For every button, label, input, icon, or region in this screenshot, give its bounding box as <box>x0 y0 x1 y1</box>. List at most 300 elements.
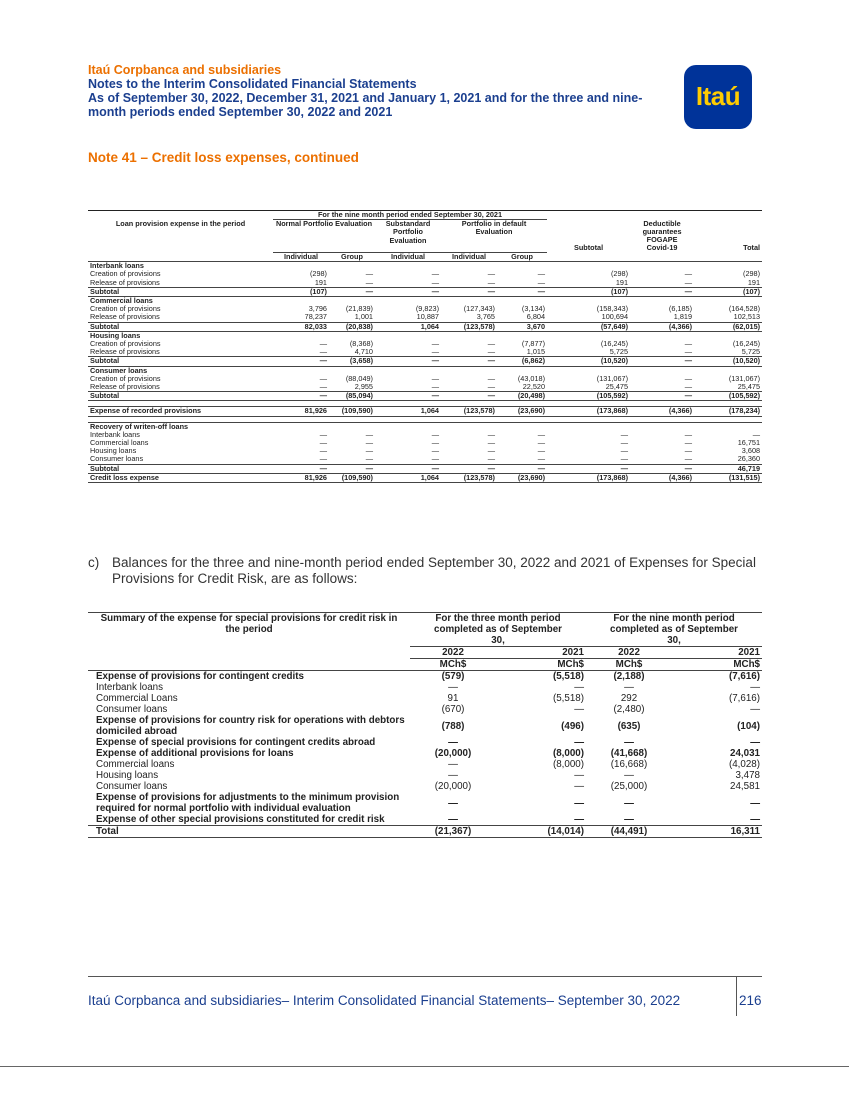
value-cell <box>375 262 441 271</box>
row-label: Expense of provisions for contingent credits <box>96 671 304 682</box>
value-cell: 25,475 <box>737 383 761 392</box>
value-cell <box>547 262 630 271</box>
value-cell: — <box>448 770 458 781</box>
value-cell: (41,668) <box>610 748 648 759</box>
value-cell <box>630 297 694 306</box>
value-cell: — <box>750 704 760 715</box>
value-cell: — <box>431 439 439 448</box>
value-cell: — <box>497 464 547 473</box>
col-summary: Summary of the expense for special provisions for credit risk in the period <box>88 613 410 671</box>
value-cell: — <box>537 430 546 439</box>
value-cell: — <box>319 447 327 456</box>
value-cell: (8,000) <box>552 748 584 759</box>
logo-text: Itaú <box>695 81 741 111</box>
table-row <box>88 279 762 288</box>
value-cell <box>329 297 375 306</box>
table-row <box>88 748 762 759</box>
credit-loss-table <box>88 210 762 483</box>
value-cell: (14,014) <box>496 826 586 838</box>
value-cell: — <box>684 447 693 456</box>
value-cell: — <box>319 455 327 464</box>
value-cell: (298) <box>743 270 761 279</box>
value-cell <box>375 331 441 340</box>
value-cell: (43,018) <box>517 374 546 383</box>
value-cell: — <box>684 383 693 392</box>
value-cell: 191 <box>747 278 761 287</box>
value-cell: (4,366) <box>630 473 694 482</box>
group-nine-month: For the nine month period completed as of September 30, <box>586 613 762 647</box>
row-label: Commercial Loans <box>96 693 178 704</box>
value-cell: 5,725 <box>741 348 761 357</box>
row-label: Expense of special provisions for contingent credits abroad <box>96 737 376 748</box>
value-cell: — <box>365 439 373 448</box>
special-provisions-body <box>88 671 762 838</box>
value-cell: 100,694 <box>601 313 629 322</box>
value-cell: — <box>487 447 495 456</box>
value-cell: 4,710 <box>354 348 373 357</box>
year-header: 2021 <box>496 647 586 659</box>
value-cell <box>441 262 497 271</box>
value-cell: — <box>684 348 693 357</box>
value-cell: — <box>365 430 373 439</box>
value-cell: — <box>684 455 693 464</box>
row-label: Commercial loans <box>90 296 153 306</box>
value-cell: 25,475 <box>605 383 629 392</box>
value-cell: (20,838) <box>329 322 375 331</box>
value-cell: 292 <box>620 693 638 704</box>
value-cell: (298) <box>309 270 327 279</box>
value-cell: (3,134) <box>521 305 546 314</box>
value-cell: (635) <box>617 720 641 732</box>
table-row <box>88 826 762 838</box>
value-cell <box>547 422 630 431</box>
value-cell: (173,868) <box>547 407 630 416</box>
value-cell: — <box>574 797 584 809</box>
value-cell: — <box>448 759 458 770</box>
table-row <box>88 770 762 781</box>
unit-header: MCh$ <box>496 659 586 671</box>
value-cell: — <box>273 392 329 401</box>
page-bottom-rule <box>0 1066 849 1067</box>
value-cell <box>329 262 375 271</box>
value-cell: — <box>431 348 439 357</box>
value-cell <box>441 297 497 306</box>
value-cell: — <box>431 430 439 439</box>
value-cell: (5,518) <box>552 671 584 682</box>
value-cell: — <box>574 770 584 781</box>
value-cell: 81,926 <box>273 407 329 416</box>
section-row <box>88 297 762 306</box>
value-cell: — <box>375 287 441 296</box>
row-label: Interbank loans <box>96 682 163 693</box>
value-cell <box>441 366 497 375</box>
value-cell: 91 <box>447 693 459 704</box>
value-cell <box>329 366 375 375</box>
value-cell: (788) <box>441 720 465 732</box>
value-cell <box>497 262 547 271</box>
row-label: Creation of provisions <box>90 270 161 279</box>
table-row <box>88 340 762 348</box>
value-cell: (23,690) <box>497 473 547 482</box>
group-normal: Normal Portfolio Evaluation <box>273 220 375 253</box>
paragraph-text: Balances for the three and nine-month period ended September 30, 2022 and 2021 of Expenses for Special Provisions for Credit Risk, are as follows: <box>112 555 756 586</box>
value-cell: — <box>365 455 373 464</box>
value-cell <box>630 366 694 375</box>
value-cell: (88,049) <box>345 374 373 383</box>
value-cell: — <box>620 455 629 464</box>
header-line-3: As of September 30, 2022, December 31, 2021 and January 1, 2021 and for the three and nine-month periods ended September 30, 2022 and 2021 <box>88 91 643 119</box>
value-cell: 24,031 <box>730 748 760 759</box>
value-cell: 81,926 <box>273 473 329 482</box>
value-cell: — <box>431 455 439 464</box>
value-cell <box>441 422 497 431</box>
value-cell: 1,064 <box>375 322 441 331</box>
value-cell <box>329 422 375 431</box>
value-cell: — <box>547 464 630 473</box>
value-cell: 5,725 <box>609 348 629 357</box>
row-label: Release of provisions <box>90 348 160 357</box>
value-cell: (4,366) <box>630 322 694 331</box>
value-cell: — <box>574 704 584 715</box>
value-cell: — <box>537 447 546 456</box>
value-cell: — <box>624 682 634 693</box>
row-label: Expense of recorded provisions <box>88 407 273 416</box>
value-cell: (107) <box>273 287 329 296</box>
year-header: 2022 <box>410 647 496 659</box>
section-row <box>88 422 762 431</box>
value-cell: (4,028) <box>728 759 760 770</box>
value-cell: (23,690) <box>497 407 547 416</box>
group-substandard: Substandard Portfolio Evaluation <box>375 220 441 253</box>
table-row <box>88 759 762 770</box>
value-cell: — <box>624 797 634 809</box>
value-cell: (7,616) <box>728 693 760 704</box>
table-row <box>88 375 762 383</box>
value-cell: (123,578) <box>441 322 497 331</box>
value-cell: — <box>630 392 694 401</box>
value-cell: (109,590) <box>329 473 375 482</box>
value-cell: (10,520) <box>547 357 630 366</box>
value-cell: 10,887 <box>416 313 439 322</box>
row-label: Creation of provisions <box>90 340 161 349</box>
value-cell: — <box>752 430 761 439</box>
value-cell: (8,000) <box>552 759 584 770</box>
value-cell: (6,185) <box>668 305 693 314</box>
footer-divider <box>88 976 762 977</box>
value-cell: (10,520) <box>694 357 762 366</box>
value-cell: — <box>319 383 327 392</box>
value-cell: 102,513 <box>733 313 761 322</box>
value-cell: — <box>624 814 634 825</box>
value-cell: — <box>684 374 693 383</box>
value-cell: (131,067) <box>728 374 761 383</box>
value-cell: — <box>441 357 497 366</box>
row-label: Housing loans <box>96 770 159 781</box>
value-cell: — <box>487 439 495 448</box>
table-row <box>88 737 762 748</box>
value-cell: — <box>365 447 373 456</box>
value-cell: (158,343) <box>596 305 629 314</box>
value-cell: (20,498) <box>497 392 547 401</box>
value-cell: 3,765 <box>476 313 495 322</box>
value-cell: — <box>487 383 495 392</box>
value-cell: — <box>630 464 694 473</box>
value-cell: — <box>537 455 546 464</box>
value-cell: (131,515) <box>694 473 762 482</box>
value-cell <box>375 422 441 431</box>
value-cell <box>441 331 497 340</box>
value-cell: (21,367) <box>410 826 496 838</box>
footer-vertical-divider <box>736 976 737 1016</box>
value-cell <box>497 422 547 431</box>
value-cell: (3,658) <box>329 357 375 366</box>
value-cell: (7,877) <box>521 340 546 349</box>
unit-header: MCh$ <box>410 659 496 671</box>
section-row <box>88 262 762 271</box>
value-cell: — <box>487 340 495 349</box>
value-cell: 3,796 <box>308 305 327 314</box>
value-cell: 1,819 <box>673 313 693 322</box>
value-cell <box>547 297 630 306</box>
table-row <box>88 792 762 814</box>
value-cell: (105,592) <box>694 392 762 401</box>
table-row <box>88 305 762 313</box>
company-name: Itaú Corpbanca and subsidiaries <box>88 63 282 77</box>
value-cell <box>273 331 329 340</box>
table-row <box>88 392 762 401</box>
value-cell: — <box>448 737 458 748</box>
value-cell: 1,001 <box>354 313 373 322</box>
table-row <box>88 431 762 439</box>
value-cell: — <box>441 287 497 296</box>
row-label: Commercial loans <box>90 439 149 448</box>
value-cell <box>694 422 762 431</box>
value-cell: (6,862) <box>497 357 547 366</box>
table-row <box>88 439 762 447</box>
value-cell: — <box>273 464 329 473</box>
row-label: Subtotal <box>88 287 273 296</box>
value-cell: — <box>750 797 760 809</box>
value-cell: — <box>487 430 495 439</box>
value-cell: (21,839) <box>345 305 373 314</box>
row-label: Consumer loans <box>96 704 168 715</box>
sub-individual: Individual <box>441 253 497 262</box>
table-row <box>88 348 762 357</box>
special-provisions-table <box>88 612 762 838</box>
sub-group: Group <box>329 253 375 262</box>
group-three-month: For the three month period completed as of September 30, <box>410 613 586 647</box>
value-cell: — <box>329 464 375 473</box>
value-cell <box>630 422 694 431</box>
value-cell: — <box>319 348 327 357</box>
value-cell: — <box>620 430 629 439</box>
table-row <box>88 313 762 322</box>
table-row <box>88 693 762 704</box>
value-cell: 3,478 <box>735 770 760 781</box>
value-cell <box>329 331 375 340</box>
table-row <box>88 781 762 792</box>
value-cell: — <box>537 439 546 448</box>
value-cell: — <box>487 278 495 287</box>
year-header: 2022 <box>586 647 672 659</box>
sub-individual: Individual <box>273 253 329 262</box>
page-number: 216 <box>739 993 762 1008</box>
value-cell: — <box>574 814 584 825</box>
table-row <box>88 473 762 482</box>
value-cell: (16,245) <box>732 340 761 349</box>
value-cell: 3,670 <box>497 322 547 331</box>
row-label: Subtotal <box>88 322 273 331</box>
value-cell <box>497 366 547 375</box>
value-cell: (5,518) <box>552 693 584 704</box>
value-cell: (2,480) <box>613 704 645 715</box>
row-label: Subtotal <box>88 464 273 473</box>
value-cell: — <box>487 270 495 279</box>
value-cell: — <box>497 287 547 296</box>
year-header: 2021 <box>672 647 762 659</box>
value-cell: — <box>329 287 375 296</box>
value-cell: (9,823) <box>415 305 439 314</box>
value-cell: — <box>620 439 629 448</box>
value-cell: 1,015 <box>526 348 546 357</box>
value-cell: — <box>375 392 441 401</box>
page-header <box>88 63 648 119</box>
header-line-2: Notes to the Interim Consolidated Financial Statements <box>88 77 417 91</box>
table-row <box>88 464 762 473</box>
table-row <box>88 715 762 737</box>
value-cell: (107) <box>694 287 762 296</box>
value-cell: — <box>750 814 760 825</box>
value-cell: — <box>684 278 693 287</box>
value-cell: — <box>620 447 629 456</box>
value-cell: — <box>750 737 760 748</box>
value-cell: (20,000) <box>434 781 472 792</box>
value-cell: 82,033 <box>273 322 329 331</box>
table-row <box>88 322 762 331</box>
value-cell: (4,366) <box>630 407 694 416</box>
value-cell: 191 <box>314 278 327 287</box>
value-cell: — <box>574 737 584 748</box>
sub-individual: Individual <box>375 253 441 262</box>
value-cell: — <box>624 770 634 781</box>
value-cell: (109,590) <box>329 407 375 416</box>
value-cell: (62,015) <box>694 322 762 331</box>
value-cell: — <box>624 737 634 748</box>
value-cell: — <box>537 270 546 279</box>
group-default: Portfolio in default Evaluation <box>441 220 547 253</box>
itau-logo <box>684 65 752 129</box>
value-cell: 16,751 <box>737 439 761 448</box>
credit-loss-table-body <box>88 262 762 483</box>
value-cell: (57,649) <box>547 322 630 331</box>
row-label: Subtotal <box>88 392 273 401</box>
value-cell: (20,000) <box>434 748 472 759</box>
value-cell <box>273 366 329 375</box>
value-cell: (131,067) <box>596 374 629 383</box>
value-cell <box>497 331 547 340</box>
value-cell: — <box>441 464 497 473</box>
value-cell: — <box>684 439 693 448</box>
value-cell <box>694 297 762 306</box>
row-label: Credit loss expense <box>88 473 273 482</box>
col-fogape: Deductible guarantees FOGAPE Covid-19 <box>642 219 682 253</box>
value-cell: (7,616) <box>728 671 760 682</box>
value-cell: — <box>441 392 497 401</box>
value-cell: (16,668) <box>610 759 648 770</box>
table-row <box>88 704 762 715</box>
row-label: Housing loans <box>90 447 137 456</box>
value-cell: — <box>487 348 495 357</box>
value-cell <box>694 366 762 375</box>
value-cell: (496) <box>561 720 584 732</box>
value-cell: — <box>537 278 546 287</box>
table-row <box>88 357 762 366</box>
value-cell: — <box>630 357 694 366</box>
value-cell <box>375 366 441 375</box>
row-label: Expense of additional provisions for loans <box>96 748 294 759</box>
row-label: Recovery of writen-off loans <box>88 422 273 431</box>
period-header: For the nine month period ended September 30, 2021 <box>273 211 547 220</box>
value-cell: (104) <box>737 720 760 732</box>
table-row <box>88 383 762 392</box>
row-label: Subtotal <box>88 357 273 366</box>
row-label: Consumer loans <box>90 455 144 464</box>
value-cell: 24,581 <box>730 781 760 792</box>
unit-header: MCh$ <box>586 659 672 671</box>
value-cell: (298) <box>611 270 629 279</box>
value-cell: (123,578) <box>441 473 497 482</box>
value-cell: (670) <box>441 704 465 715</box>
value-cell: (123,578) <box>441 407 497 416</box>
row-label: Expense of provisions for country risk for operations with debtors domiciled abroad <box>96 715 405 737</box>
value-cell: — <box>448 797 458 809</box>
value-cell: (44,491) <box>586 826 672 838</box>
col-subtotal: Subtotal <box>573 243 604 253</box>
value-cell: (105,592) <box>547 392 630 401</box>
value-cell: — <box>319 340 327 349</box>
value-cell <box>273 297 329 306</box>
table-row <box>88 407 762 416</box>
row-label: Release of provisions <box>90 278 160 287</box>
value-cell: (579) <box>441 671 465 682</box>
value-cell: — <box>365 278 373 287</box>
value-cell: (127,343) <box>463 305 495 314</box>
value-cell: 2,955 <box>354 383 373 392</box>
row-label: Housing loans <box>90 331 141 340</box>
value-cell: 78,237 <box>304 313 327 322</box>
row-label: Expense of other special provisions constituted for credit risk <box>96 814 385 825</box>
value-cell: — <box>319 430 327 439</box>
value-cell: — <box>431 278 439 287</box>
section-row <box>88 331 762 340</box>
value-cell: (173,868) <box>547 473 630 482</box>
value-cell: — <box>431 383 439 392</box>
row-label: Release of provisions <box>90 313 160 322</box>
value-cell: (107) <box>547 287 630 296</box>
paragraph-label: c) <box>88 555 100 570</box>
row-label: Creation of provisions <box>90 374 161 383</box>
value-cell: — <box>574 781 584 792</box>
value-cell: — <box>319 439 327 448</box>
value-cell: 6,804 <box>526 313 546 322</box>
value-cell: (2,188) <box>613 671 645 682</box>
row-label: Interbank loans <box>90 430 140 439</box>
value-cell <box>694 331 762 340</box>
value-cell: — <box>750 682 760 693</box>
sub-group: Group <box>497 253 547 262</box>
value-cell: 16,311 <box>672 826 762 838</box>
value-cell <box>630 262 694 271</box>
